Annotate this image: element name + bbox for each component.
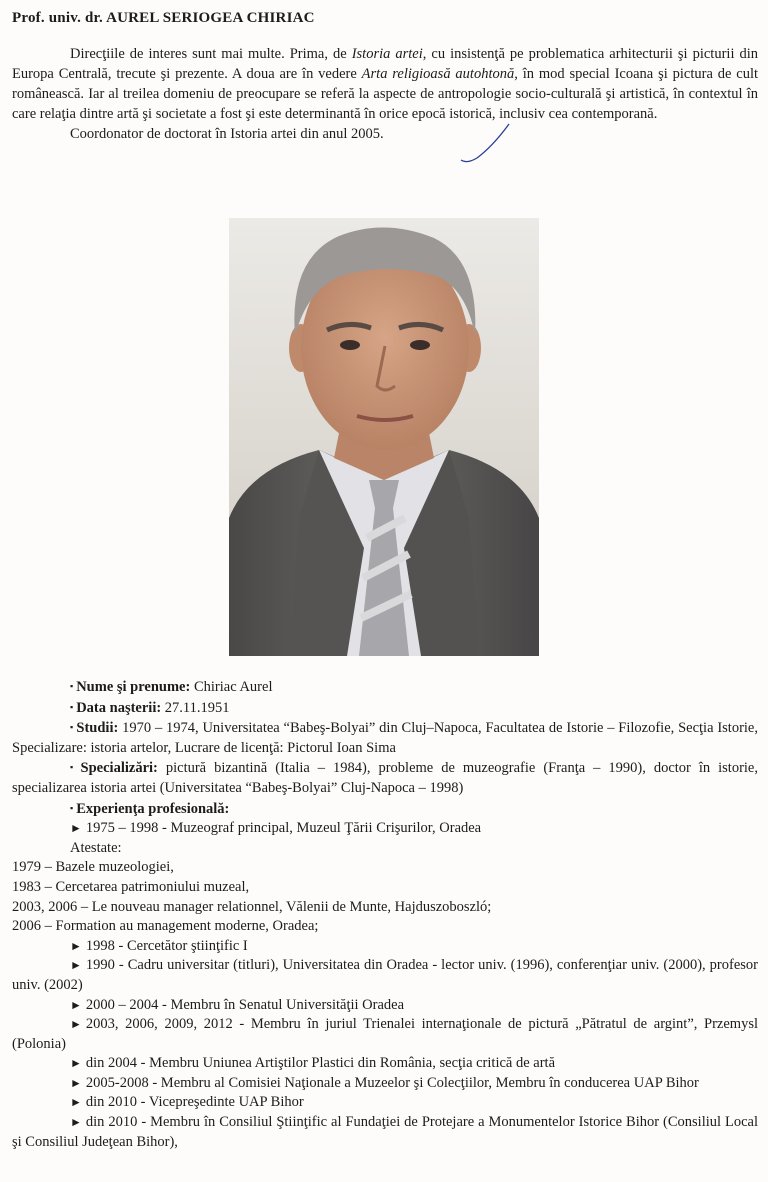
cv-label: Specializări: [80, 760, 158, 777]
triangle-bullet-icon: ► [70, 1017, 82, 1032]
bullet-icon: ▪ [70, 681, 74, 691]
cv-studies-item [12, 718, 758, 758]
triangle-bullet-icon: ► [70, 821, 82, 836]
bullet-icon: ▪ [70, 701, 74, 712]
cv-experience-text: 1990 - Cadru universitar (titluri), Universitatea din Oradea - lector univ. (1996), conferenţiar univ. (2000), profesor univ. (2002) [12, 957, 758, 993]
intro-paragraph [12, 44, 758, 124]
intro-text: , în mod special Icoana şi pictura de cult românească. Iar al treilea domeniu de preocupare se referă la aspecte de antropologie socio-culturală şi artistică, în contextul în care relaţia dintre artă şi societate a fost şi este determinantă în orice epocă istorică, inclusiv cea contemporană. [12, 66, 759, 122]
intro-emphasis-art-history: Istoria artei [351, 46, 423, 62]
cv-name-item [12, 677, 758, 698]
cv-experience-text: 2005-2008 - Membru al Comisiei Naţionale a Muzeelor şi Colecţiilor, Membru în conducerea UAP Bihor [85, 1074, 699, 1091]
triangle-bullet-icon: ► [70, 1056, 82, 1071]
cv-attestations-label: Atestate: [70, 839, 122, 856]
cv-value: 27.11.1951 [161, 699, 230, 716]
cv-attestation-item: 2006 – Formation au management moderne, Oradea; [12, 918, 319, 935]
person-name: AUREL SERIOGEA CHIRIAC [106, 10, 315, 26]
cv-experience-text: 2003, 2006, 2009, 2012 - Membru în juriul Trienalei internaţionale de pictură „Pătratul de argint”, Przemysl (Polonia) [12, 1016, 758, 1052]
cv-label: Nume şi prenume: [76, 679, 191, 695]
cv-experience-text: din 2004 - Membru Uniunea Artiştilor Plastici din România, secţia critică de artă [85, 1055, 556, 1072]
intro-section [12, 44, 758, 144]
triangle-bullet-icon: ► [70, 1075, 82, 1090]
cv-value: 1970 – 1974, Universitatea “Babeş-Bolyai” din Cluj–Napoca, Facultatea de Istorie – Filozofie, Secţia Istorie, Specializare: istoria artelor, Lucrare de licenţă: Pictorul Ioan Sima [12, 720, 758, 756]
intro-emphasis-religious-art: Arta religioasă autohtonă [361, 66, 515, 82]
cv-experience-text: 1975 – 1998 - Muzeograf principal, Muzeul Ţării Crişurilor, Oradea [85, 820, 482, 837]
triangle-bullet-icon: ► [70, 997, 82, 1012]
triangle-bullet-icon: ► [70, 1095, 82, 1110]
intro-text: , cu insistenţă pe problematica arhitecturii şi picturii din Europa Centrală, trecute şi prezente. A doua are în vedere [12, 46, 759, 82]
cv-attestation-item: 1983 – Cercetarea patrimoniului muzeal, [12, 878, 250, 895]
cv-experience-item [12, 956, 758, 995]
cv-label: Data naşterii: [76, 699, 162, 716]
cv-experience-item [12, 1054, 758, 1074]
cv-experience-item [12, 937, 758, 957]
triangle-bullet-icon: ► [70, 938, 82, 953]
portrait-illustration [229, 218, 539, 656]
triangle-bullet-icon: ► [70, 1115, 82, 1130]
cv-experience-text: din 2010 - Vicepreşedinte UAP Bihor [85, 1094, 304, 1111]
cv-experience-text: 1998 - Cercetător ştiinţific I [85, 937, 248, 954]
cv-experience-heading [12, 799, 758, 820]
document-header [12, 10, 315, 27]
cv-experience-text: din 2010 - Membru în Consiliul Ştiinţific al Fundaţiei de Protejare a Monumentelor Istorice Bihor (Consiliul Local şi Consiliul Judeţean Bihor), [12, 1114, 758, 1150]
portrait-photo [229, 218, 539, 656]
cv-experience-item [12, 1093, 758, 1113]
cv-experience-text: 2000 – 2004 - Membru în Senatul Universităţii Oradea [85, 996, 405, 1013]
triangle-bullet-icon: ► [70, 958, 82, 973]
cv-experience-item [12, 1074, 758, 1094]
cv-experience-item [12, 996, 758, 1016]
bullet-icon: ▪ [70, 802, 74, 813]
bullet-icon: ▪ [70, 722, 74, 733]
cv-label: Studii: [76, 720, 119, 737]
academic-title: Prof. univ. dr. [12, 10, 103, 26]
cv-label: Experienţa profesională: [76, 800, 230, 817]
bullet-icon: ▪ [70, 762, 78, 773]
cv-value: Chiriac Aurel [190, 679, 273, 695]
cv-experience-item [12, 819, 758, 839]
cv-experience-item [12, 1015, 758, 1054]
cv-attestation-item: 2003, 2006 – Le nouveau manager relationnel, Vălenii de Munte, Hajduszoboszló; [12, 898, 492, 915]
cv-value: pictură bizantină (Italia – 1984), probleme de muzeografie (Franţa – 1990), doctor în istorie, specializarea istoria artei (Universitatea “Babeş-Bolyai” Cluj-Napoca – 1998) [12, 760, 758, 796]
signature-mark [455, 120, 515, 168]
cv-section [12, 677, 758, 1152]
cv-birthdate-item [12, 698, 758, 719]
cv-experience-item [12, 1113, 758, 1152]
cv-attestation-item: 1979 – Bazele muzeologiei, [12, 859, 174, 876]
doctoral-coordinator-line: Coordonator de doctorat în Istoria artei din anul 2005. [70, 126, 384, 142]
cv-specializations-item [12, 758, 758, 798]
intro-text: Direcţiile de interes sunt mai multe. Prima, de [70, 46, 352, 62]
